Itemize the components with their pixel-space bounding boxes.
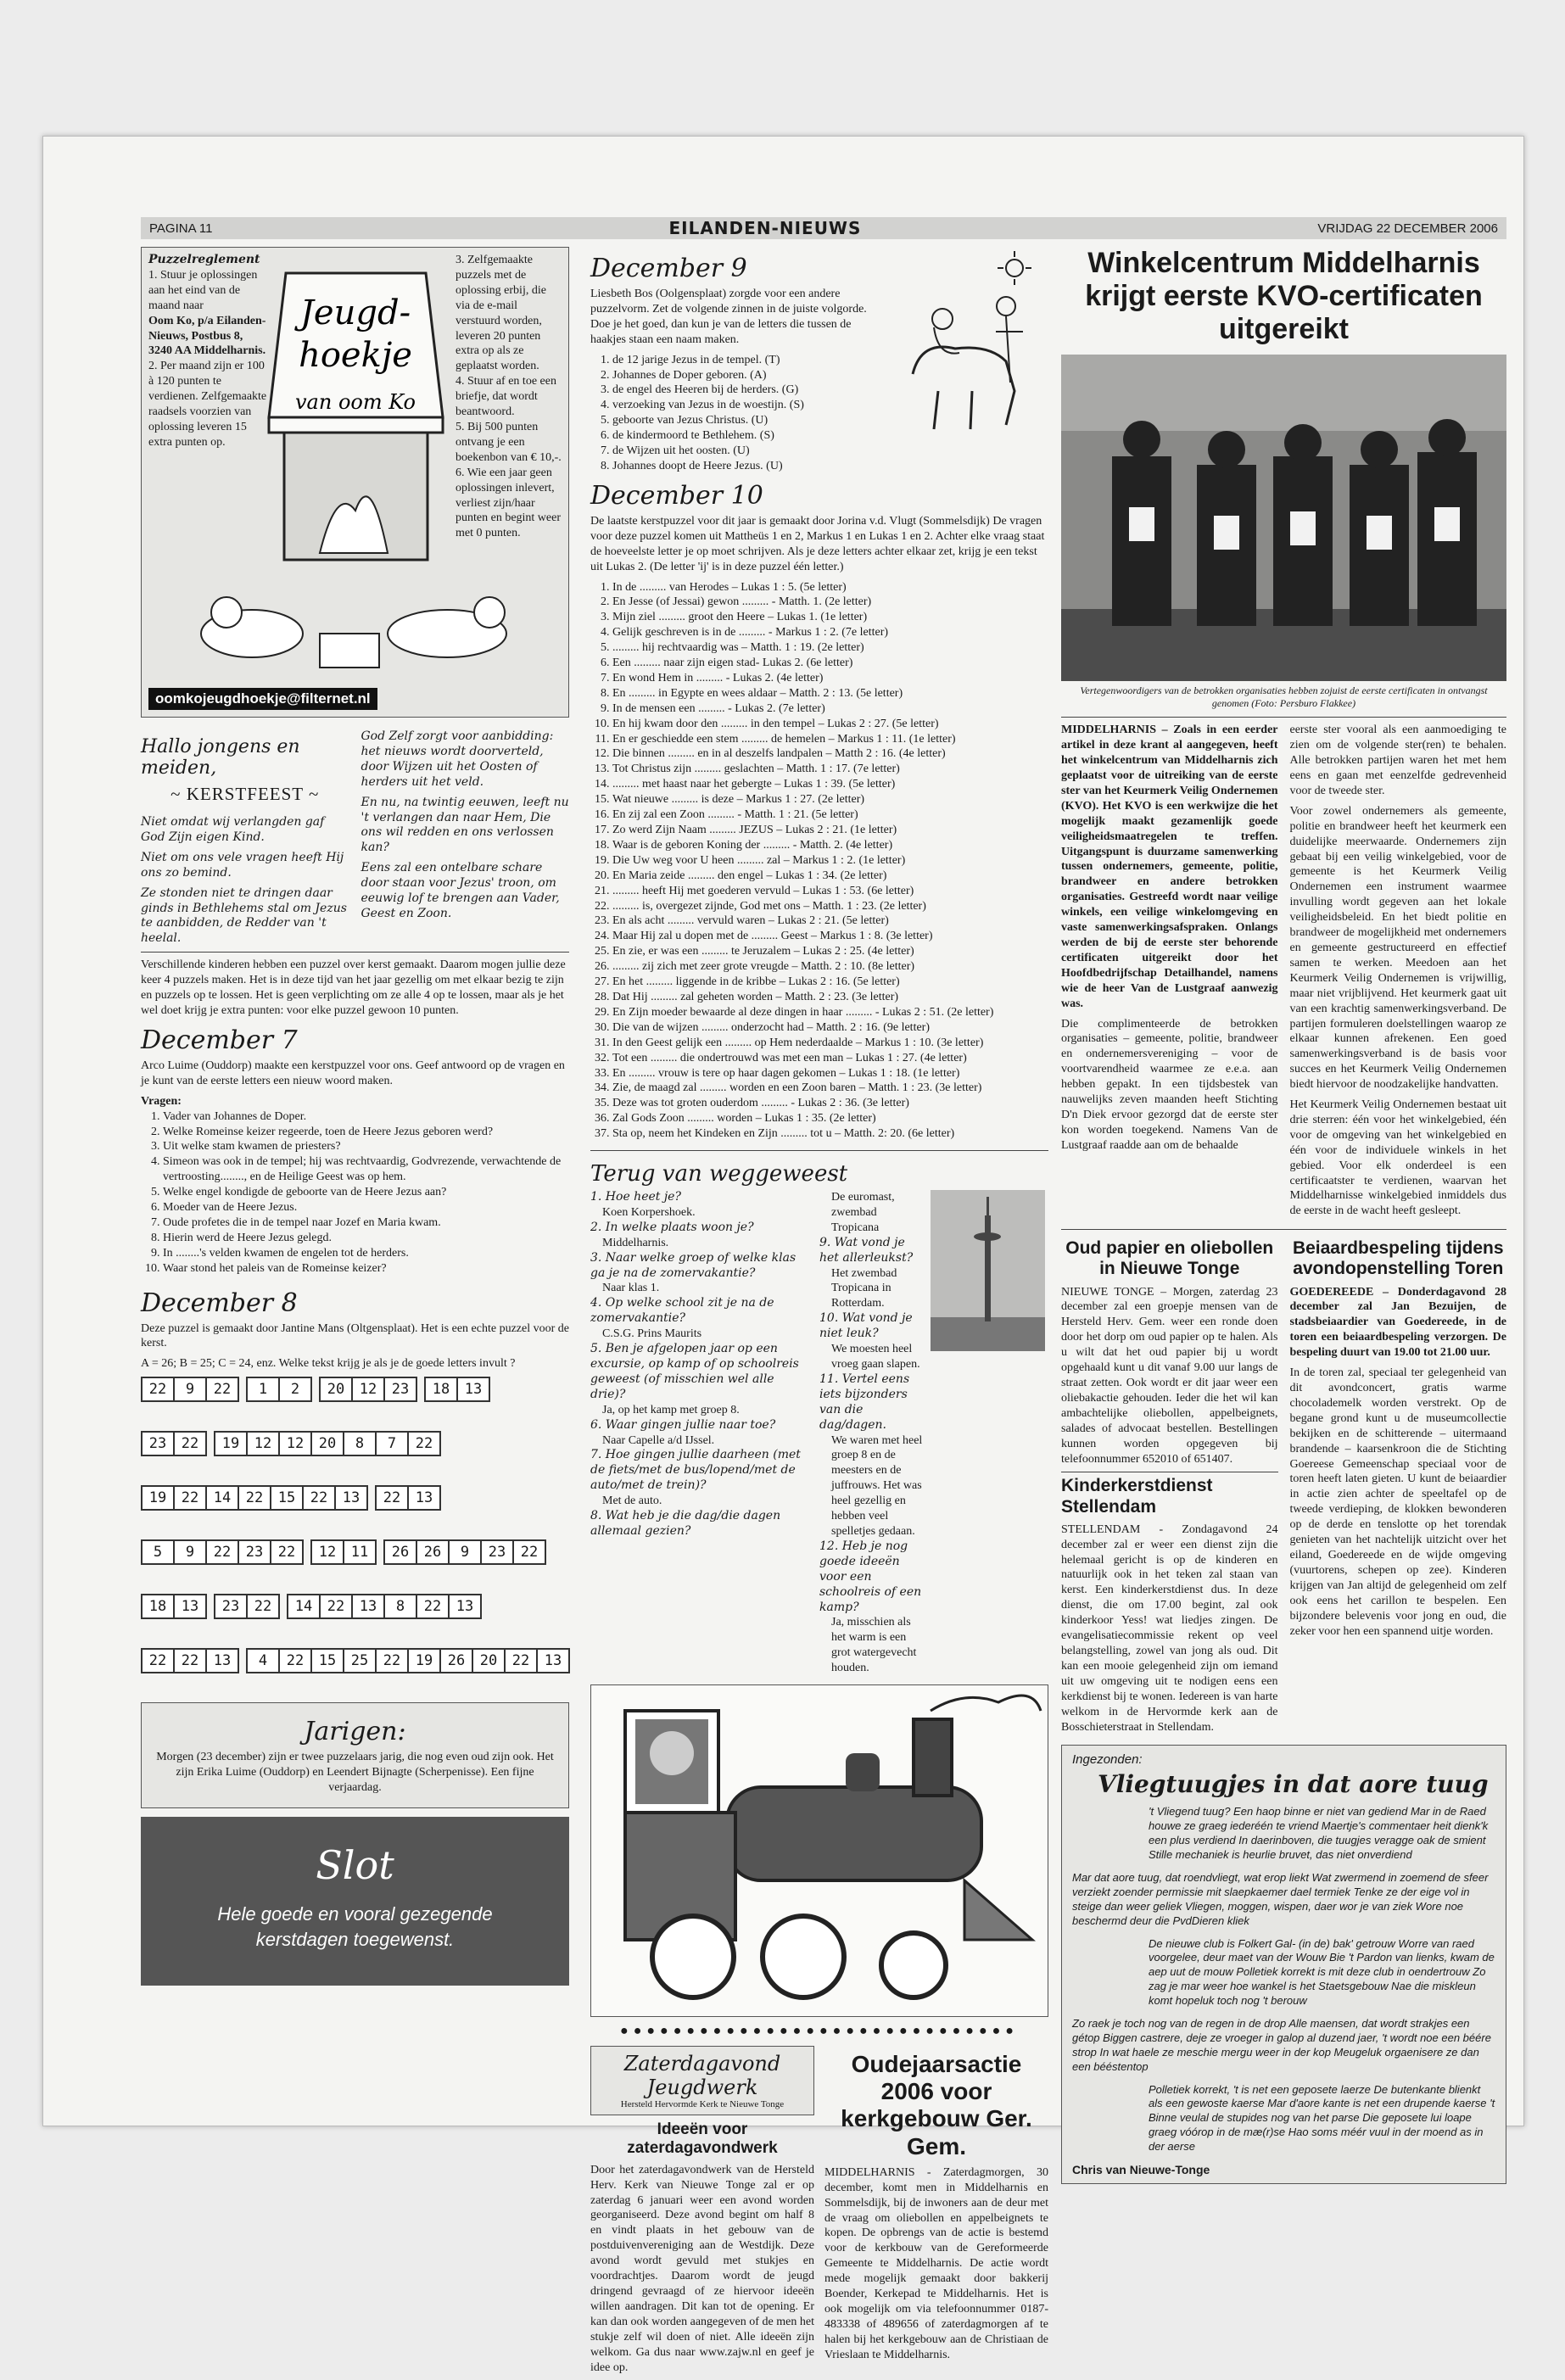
puzzle-cell[interactable]: 22 [173, 1485, 207, 1511]
puzzle-cell[interactable]: 19 [214, 1431, 248, 1456]
flight-to-egypt-illustration [887, 247, 1048, 459]
ingezonden-label: Ingezonden: [1072, 1752, 1143, 1768]
puzzle-cell[interactable]: 18 [424, 1377, 458, 1402]
list-item: 17. Zo werd Zijn Naam ......... JEZUS – Lukas 2 : 21. (1e letter) [612, 823, 1048, 838]
list-item: 1. Vader van Johannes de Doper. [163, 1109, 569, 1125]
puzzle-cell[interactable]: 20 [472, 1648, 506, 1673]
list-item: 15. Wat nieuwe ......... is deze – Markus 1 : 27. (2e letter) [612, 792, 1048, 807]
list-item: 34. Zie, de maagd zal ......... worden en een Zoon baren – Matth. 1 : 23. (3e letter) [612, 1081, 1048, 1096]
dec10-title: December 10 [590, 480, 763, 511]
dec7-label: Vragen: [141, 1094, 182, 1108]
list-item: 6. de kindermoord te Bethlehem. (S) [612, 428, 879, 444]
puzzle-cell[interactable]: 22 [375, 1648, 409, 1673]
beiaard-text2: In de toren zal, speciaal ter gelegenheid van dit avondconcert, gratis warme chocolademelk worden verstrekt. Op de begane grond kunt u de museumcollectie bekijken en de schitterende – uitermaand brandende – kaarsenkroon die de Stichting Goereese Gemeenschap speciaal voor de toren heeft laten gieten. U kunt de beiaardier in actie zien achter de speeltafel op de tweede verdieping, de klokken bewonderen op de derde en tenslotte op het torendak genieten van het nachtelijk uitzicht over het eiland, Goedereede en de wijde omgeving (vuurtorens, schepen op zee). Kinderen krijgen van Jan altijd de gelegenheid om zelf ook eens het carillon te bespelen. Een bijzondere belevenis voor jong en oud, die zeker voor hen een spannend uitje worden. [1289, 1366, 1506, 1638]
list-item: 28. Dat Hij ......... zal geheten worden – Matth. 2 : 23. (3e letter) [612, 990, 1048, 1005]
puzzle-cell[interactable]: 5 [141, 1539, 175, 1565]
winkel-p2: Die complimenteerde de betrokken organisaties – gemeente, politie, brandweer en ondernemersvereniging – voor de voortvarendheid waarmee ze e.e.a. aan hebben gepakt. In een tijdsbestek van nauwelijks zeven maanden heeft Stichting D'n Diek ervoor gezorgd dat de eerste ster kon worden toegekend. Namens Van de Lustgraaf raadde aan om de behaalde [1061, 1017, 1278, 1152]
list-item: 2. Welke Romeinse keizer regeerde, toen de Heere Jezus geboren werd? [163, 1125, 569, 1140]
puzzle-cell[interactable]: 23 [214, 1594, 248, 1619]
puzzle-cell[interactable]: 13 [351, 1594, 385, 1619]
puzzle-cell[interactable]: 2 [278, 1377, 312, 1402]
list-item: 32. Tot een ......... die ondertrouwd was met een man – Lukas 1 : 27. (4e letter) [612, 1051, 1048, 1066]
slot-box [141, 1817, 569, 1986]
rules-left [148, 253, 267, 450]
interview-answer: Het zwembad Tropicana in Rotterdam. [831, 1266, 897, 1310]
list-item: 8. Hierin werd de Heere Jezus gelegd. [163, 1231, 569, 1246]
rule-5: 5. Bij 500 punten ontvang je een boekenbon van € 10,-. [456, 420, 562, 464]
dec8-puzzle-grid[interactable] [141, 1377, 569, 1673]
interview-answer: Naar Capelle a/d IJssel. [602, 1433, 715, 1447]
list-item: 27. En het ......... liggende in de kribbe – Lukas 2 : 16. (5e letter) [612, 975, 1048, 990]
list-item: 12. Die binnen ......... en in al deszelfs landpalen – Matth 2 : 16. (4e letter) [612, 746, 1048, 762]
puzzle-row [141, 1485, 569, 1511]
list-item: 36. Zal Gods Zoon ......... worden – Lukas 1 : 35. (2e letter) [612, 1111, 1048, 1126]
list-item: 30. Die van de wijzen ......... onderzocht had – Matth. 2 : 16. (9e letter) [612, 1020, 1048, 1036]
rules-address: Oom Ko, p/a Eilanden-Nieuws, Postbus 8, 3240 AA Middelharnis. [148, 314, 266, 358]
puzzle-cell[interactable]: 22 [375, 1485, 409, 1511]
dec7-title: December 7 [141, 1025, 298, 1055]
puzzle-word [141, 1648, 238, 1673]
puzzle-cell[interactable]: 26 [383, 1539, 417, 1565]
list-item: 4. Gelijk geschreven is in de ......... - Markus 1 : 2. (7e letter) [612, 625, 1048, 640]
winkel-lead: MIDDELHARNIS – Zoals in een eerder artikel in deze krant al aangegeven, heeft het winkelcentrum van Middelharnis zich geplaatst voor de uitreiking van de eerste ster van het Keurmerk Veilig Ondernemen (KVO). Het KVO is een werkwijze die het mogelijk maakt gezamenlijk goede veiligheidsmaatregelen te treffen. Uitgangspunt is duurzame samenwerking tussen ondernemers, gemeente, politie, brandweer en andere betrokken organisaties. Gestreefd wordt naar veilige winkels, een veilige winkelomgeving en vaste samenwerkingsafspraken. Onlangs werden de bij de eerste ster behorende certificaten uitgereikt door het Hoofdbedrijfschap Detailhandel, namens wie de heer Van de Lustgraaf aanwezig was. [1061, 723, 1278, 1010]
beiaard-heading: Beiaardbespeling tijdens avondopenstelling Toren [1292, 1238, 1504, 1279]
winkel-article [1061, 717, 1506, 1224]
terug-block [590, 1150, 1048, 1676]
photo-caption: Vertegenwoordigers van de betrokken organisaties hebben zojuist de eerste certificaten in ontvangst genomen (Foto: Persburo Flakkee) [1080, 684, 1488, 710]
puzzle-cell[interactable]: 4 [246, 1648, 280, 1673]
short-news [1061, 1229, 1506, 1740]
puzzle-cell[interactable]: 9 [448, 1539, 482, 1565]
puzzle-cell[interactable]: 22 [319, 1594, 353, 1619]
interview-answer: C.S.G. Prins Maurits [602, 1327, 702, 1341]
list-item: 16. En zij zal een Zoon ......... - Matth. 1 : 21. (5e letter) [612, 807, 1048, 823]
list-item: 21. ......... heeft Hij met goederen vervuld – Lukas 1 : 53. (6e letter) [612, 884, 1048, 899]
puzzle-cell[interactable]: 12 [246, 1431, 280, 1456]
list-item: 7. En wond Hem in ......... - Lukas 2. (4e letter) [612, 671, 1048, 686]
winkel-p3: eerste ster vooral als een aanmoediging te zien om de volgende ster(ren) te behalen. Alle betrokken partijen waren het met hem eens en gaan met eenzelfde gedrevenheid voor de tweede ster. [1289, 723, 1506, 797]
poem-left-2: Niet om ons vele vragen heeft Hij ons zo bemind. [141, 850, 344, 880]
newspaper-sheet [42, 136, 1524, 2374]
puzzle-cell[interactable]: 13 [456, 1377, 490, 1402]
zaterdag-logo-text: Zaterdagavond Jeugdwerk [623, 2052, 781, 2100]
interview-answer: Met de auto. [602, 1494, 662, 1508]
puzzle-cell[interactable]: 9 [173, 1539, 207, 1565]
puzzle-cell[interactable]: 22 [205, 1539, 239, 1565]
list-item: 10. En hij kwam door den ......... in den tempel – Lukas 2 : 27. (5e letter) [612, 717, 1048, 732]
list-item: 1. de 12 jarige Jezus in de tempel. (T) [612, 353, 879, 368]
puzzle-cell[interactable]: 13 [536, 1648, 570, 1673]
logo-line2: hoekje [299, 336, 412, 375]
puzzle-cell[interactable]: 13 [205, 1648, 239, 1673]
list-item: 3. Uit welke stam kwamen de priesters? [163, 1139, 569, 1154]
puzzle-word [141, 1485, 366, 1511]
rule-3: 3. Zelfgemaakte puzzels met de oplossing erbij, die via de e-mail verstuurd worden, leveren 20 punten extra op als ze geplaatst worden. [456, 254, 546, 373]
list-item: 4. Simeon was ook in de tempel; hij was rechtvaardig, Godvrezende, verwachtende de vertroosting........, en de Heilige Geest was op hem. [163, 1154, 569, 1185]
list-item: 23. En als acht ......... vervuld waren – Lukas 2 : 21. (5e letter) [612, 913, 1048, 929]
list-item: 5. geboorte van Jezus Christus. (U) [612, 413, 879, 428]
locomotive-photo-box [590, 1684, 1048, 2017]
puzzle-cell[interactable]: 13 [407, 1485, 441, 1511]
zaterdag-logo-sub: Hersteld Hervormde Kerk te Nieuwe Tonge [620, 2099, 785, 2110]
puzzle-cell[interactable]: 11 [343, 1539, 377, 1565]
puzzle-cell[interactable]: 12 [310, 1539, 344, 1565]
poem-left-1: Niet omdat wij verlangden gaf God Zijn eigen Kind. [141, 815, 325, 844]
paper-title: EILANDEN-NIEUWS [668, 218, 862, 238]
list-item: 2. En Jesse (of Jessai) gewon ......... - Matth. 1. (2e letter) [612, 595, 1048, 610]
greeting: Hallo jongens en meiden, [141, 736, 300, 779]
list-item: 5. Welke engel kondigde de geboorte van de Heere Jezus aan? [163, 1185, 569, 1200]
puzzle-row [141, 1539, 569, 1565]
puzzle-cell[interactable]: 25 [343, 1648, 377, 1673]
oudpapier-heading: Oud papier en oliebollen in Nieuwe Tonge [1065, 1238, 1274, 1279]
ingezonden-title: Vliegtuugjes in dat aore tuug [1098, 1770, 1489, 1799]
beiaard-text: GOEDEREEDE – Donderdagavond 28 december zal Jan Bezuijen, de stadsbeiaardier van Goedereede, in de toren een beiaardbespeling verzorgen. De bespeling duurt van 19.00 tot 21.00 uur. [1289, 1285, 1506, 1360]
column-news [1061, 247, 1506, 2176]
list-item: 4. verzoeking van Jezus in de woestijn. (S) [612, 398, 879, 413]
interview-question: 7. Hoe gingen jullie daarheen (met de fiets/met de bus/lopend/met de auto/met de trein)? [590, 1448, 801, 1493]
puzzle-row [141, 1648, 569, 1673]
puzzle-cell[interactable]: 13 [334, 1485, 368, 1511]
ingezonden-author: Chris van Nieuwe-Tonge [1072, 2163, 1210, 2176]
puzzle-word [424, 1377, 489, 1402]
kerst-poem [141, 729, 569, 952]
list-item: 19. Die Uw weg voor U heen ......... zal – Markus 1 : 2. (1e letter) [612, 853, 1048, 869]
rules-title: Puzzelreglement [148, 253, 260, 266]
list-item: 13. Tot Christus zijn ......... geslachten – Matth. 1 : 17. (7e letter) [612, 762, 1048, 777]
masthead [141, 217, 1506, 239]
interview-answer: De euromast, zwembad Tropicana [831, 1191, 895, 1234]
puzzle-cell[interactable]: 23 [141, 1431, 175, 1456]
ingezonden-box [1061, 1745, 1506, 2184]
puzzle-cell[interactable]: 13 [173, 1594, 207, 1619]
puzzle-cell[interactable]: 22 [278, 1648, 312, 1673]
puzzle-cell[interactable]: 22 [141, 1648, 175, 1673]
puzzle-word [287, 1594, 480, 1619]
puzzle-cell[interactable]: 22 [238, 1485, 271, 1511]
puzzle-word [141, 1594, 205, 1619]
dec7-questions [141, 1109, 569, 1277]
poem-right-3: Eens zal een ontelbare schare door staan voor Jezus' troon, om eeuwig lof te brengen aan Vader, Geest en Zoon. [361, 861, 560, 920]
interview-answer: Naar klas 1. [602, 1282, 660, 1295]
puzzle-cell[interactable]: 22 [173, 1431, 207, 1456]
dec9-title: December 9 [590, 254, 747, 283]
list-item: 5. ......... hij rechtvaardig was – Matth. 1 : 19. (2e letter) [612, 640, 1048, 656]
puzzle-cell[interactable]: 22 [141, 1377, 175, 1402]
puzzle-word [214, 1594, 278, 1619]
poem-stanza: De nieuwe club is Folkert Gal- (in de) bak' getrouw Worre van raed voorgelee, deur maet van der Wouw Bie 't Pardon van lienks, kwam de aep uut de mouw Polletiek korrekt is mit deze club in oendertrouw Zo zag je mar weer hoe wankel is het Staetsgebouw Nae die miskleun komt hopeluk toch nog 't berouw [1149, 1936, 1495, 2008]
issue-date: VRIJDAG 22 DECEMBER 2006 [1317, 221, 1498, 236]
puzzle-cell[interactable]: 26 [439, 1648, 473, 1673]
puzzle-cell[interactable]: 22 [407, 1431, 441, 1456]
puzzle-row [141, 1594, 569, 1619]
puzzle-cell[interactable]: 19 [141, 1485, 175, 1511]
puzzle-cell[interactable]: 15 [310, 1648, 344, 1673]
puzzle-word [141, 1377, 238, 1402]
puzzle-cell[interactable]: 19 [407, 1648, 441, 1673]
locomotive-illustration [591, 1685, 1048, 2014]
interview-question: 11. Vertel eens iets bijzonders van die dag/dagen. [819, 1372, 910, 1432]
puzzle-word [141, 1431, 205, 1456]
logo-line3: van oom Ko [295, 390, 416, 414]
puzzle-cell[interactable]: 13 [448, 1594, 482, 1619]
list-item: 33. En ......... vrouw is tere op haar dagen gekomen – Lukas 1 : 18. (1e letter) [612, 1066, 1048, 1081]
terug-qa-right [819, 1190, 925, 1676]
oudpapier-text: NIEUWE TONGE – Morgen, zaterdag 23 december zal een groepje mensen van de Hersteld Herv. Gem. weer een ronde doen door het dorp om oud papier op te halen. Als u wilt dat het oud papier bij u wordt opgehaald kunt u dit vanaf 9.00 uur langs de straat zetten. Ook wordt er dit jaar weer een oliebakactie gehouden. Ieder die het wil kan ambachtelijke oliebollen, appelbeignets, salades of advocaat bestellen. Bestellingen kunnen worden opgegeven bij telefoonnummer 652010 of 651407. [1061, 1285, 1278, 1466]
jarigen-box [141, 1702, 569, 1808]
poem-left-3: Ze stonden niet te dringen daar ginds in Bethlehems stal om Jezus te aanbidden, de Redder van 't heelal. [141, 886, 347, 946]
kerstfeest-title: ~ KERSTFEEST ~ [170, 784, 320, 804]
puzzle-cell[interactable]: 20 [319, 1377, 353, 1402]
page-number: PAGINA 11 [149, 221, 213, 236]
puzzle-word [246, 1648, 568, 1673]
interview-answer: Ja, misschien als het warm is een grot watergevecht houden. [831, 1616, 917, 1675]
puzzle-word [383, 1539, 545, 1565]
interview-answer: Koen Korpershoek. [602, 1205, 696, 1219]
puzzle-cell[interactable]: 8 [383, 1594, 417, 1619]
email-bar[interactable]: oomkojeugdhoekje@filternet.nl [148, 688, 377, 710]
kinderkerst-heading: Kinderkerstdienst Stellendam [1061, 1472, 1278, 1517]
puzzle-cell[interactable]: 7 [375, 1431, 409, 1456]
list-item: 18. Waar is de geboren Koning der ......... - Matth. 2. (4e letter) [612, 838, 1048, 853]
puzzle-cell[interactable]: 1 [246, 1377, 280, 1402]
dec7-intro: Arco Luime (Ouddorp) maakte een kerstpuzzel voor ons. Geef antwoord op de vragen en je kunt van de eerste letters een nieuw woord maken. [141, 1059, 565, 1087]
ingezonden-poem [1072, 1805, 1495, 2154]
rule-1: 1. Stuur je oplossingen aan het eind van de maand naar [148, 268, 258, 312]
poem-stanza: Polletiek korrekt, 't is net een geposete laerze De butenkante blienkt als een gewoste kaerse Mar d'aore kante is net een drupende kaerse 't Binne veulal de stupides nog van het parse Die geposete lui loape graeg vóórop in de mæ(r)se Hao soms méér vuul in der moend as in der aerse [1149, 2082, 1495, 2154]
interview-question: 8. Wat heb je die dag/die dagen allemaal gezien? [590, 1509, 781, 1538]
puzzle-cell[interactable]: 26 [416, 1539, 450, 1565]
dot-divider: ●●●●●●●●●●●●●●●●●●●●●●●●●●●●●● [620, 2024, 1019, 2039]
puzzle-word [214, 1431, 439, 1456]
logo-line1: Jeugd- [299, 293, 411, 332]
dec9-block [590, 247, 1048, 474]
poem-stanza: 't Vliegend tuug? Een haop binne er niet van gediend Mar in de Raed houwe ze graeg iederéén te vriend Maertje's commentaer heit dienk'k een plus verdiend In daerinboven, die tuugjes veragge oak de smient Stille mechaniek is heurlie bruvet, das niet onverdiend [1149, 1805, 1489, 1862]
dec9-items [590, 353, 879, 474]
jeugdhoekje-box [141, 247, 569, 718]
puzzle-row [141, 1431, 569, 1456]
jarigen-text: Morgen (23 december) zijn er twee puzzelaars jarig, die nog even oud zijn ook. Het zijn Erika Luime (Ouddorp) en Leendert Bijnagte (Scherpenisse). Een fijne verjaardag. [156, 1751, 554, 1795]
list-item: 35. Deze was tot groten ouderdom ......... - Lukas 2 : 36. (3e letter) [612, 1096, 1048, 1111]
poem-right-2: En nu, na twintig eeuwen, leeft nu 't verlangen dan naar Hem, Die ons wil redden en ons verlossen kan? [361, 795, 569, 855]
list-item: 6. Een ......... naar zijn eigen stad- Lukas 2. (6e letter) [612, 656, 1048, 671]
puzzle-cell[interactable]: 22 [246, 1594, 280, 1619]
poem-stanza: Mar dat aore tuug, dat roendvliegt, wat erop liekt Wat zwermend in zoemend de sfeer verziekt zoender permissie mit slaepkaemer dael termiek Tenke ze der eige vol in steige dan weer geliek Vliegen, moggen, wispen, daer wor je van ziek Wore noe beschermd deur die PvdDieren kliek [1072, 1870, 1489, 1927]
list-item: 3. Mijn ziel ......... groot den Heere – Lukas 1. (1e letter) [612, 610, 1048, 625]
euromast-photo [931, 1190, 1045, 1351]
puzzle-cell[interactable]: 23 [383, 1377, 417, 1402]
zaterdag-text: Door het zaterdagavondwerk van de Hersteld Herv. Kerk van Nieuwe Tonge zal er op zaterdag 6 januari weer een avond worden georganiseerd. Deze avond begint om half 8 en vindt plaats in het gebouw van de postduivenvereniging aan de Westdijk. Deze avond wordt gevuld met stukjes en voordrachtjes. Daarom wordt de jeugd dringend gevraagd of ze hiervoor ideeën willen aandragen. Dit kan tot de opening. Er kan dan ook worden aangegeven of de men het stukje zelf wil doen of niet. Alle ideeën zijn welkom. Ga dus naar www.zajw.nl en geef je idee op. [590, 2163, 814, 2374]
interview-answer: We moesten heel vroeg gaan slapen. [831, 1343, 920, 1371]
interview-question: 9. Wat vond je het allerleukst? [819, 1235, 914, 1265]
rule-4: 4. Stuur af en toe een briefje, dat wordt beantwoord. [456, 375, 556, 419]
list-item: 8. Johannes doopt de Heere Jezus. (U) [612, 459, 879, 474]
column-jeugdhoekje [141, 247, 569, 2109]
interview-question: 2. In welke plaats woon je? [590, 1220, 754, 1234]
list-item: 20. En Maria zeide ......... den engel – Lukas 1 : 34. (2e letter) [612, 869, 1048, 884]
puzzle-cell[interactable]: 18 [141, 1594, 175, 1619]
puzzle-cell[interactable]: 15 [270, 1485, 304, 1511]
puzzle-word [319, 1377, 416, 1402]
list-item: 31. In den Geest gelijk een ......... op Hem nederdaalde – Markus 1 : 10. (3e letter) [612, 1036, 1048, 1051]
puzzle-cell[interactable]: 22 [416, 1594, 450, 1619]
list-item: 24. Maar Hij zal u dopen met de ......... Geest – Markus 1 : 8. (3e letter) [612, 929, 1048, 944]
puzzle-cell[interactable]: 22 [173, 1648, 207, 1673]
interview-question: 12. Heb je nog goede ideeën voor een schoolreis of een kamp? [819, 1539, 922, 1614]
interview-question: 5. Ben je afgelopen jaar op een excursie, op kamp of op schoolreis geweest (of misschien wel alle drie)? [590, 1342, 799, 1401]
puzzle-cell[interactable]: 23 [238, 1539, 271, 1565]
list-item: 9. In ........'s velden kwamen de engelen tot de herders. [163, 1246, 569, 1261]
group-photo [1061, 355, 1506, 681]
interview-answer: We waren met heel groep 8 en de meesters en de juffrouws. Het was heel gezellig en hebben veel spelletjes gedaan. [831, 1433, 923, 1538]
list-item: 8. En ......... in Egypte en wees aldaar – Matth. 2 : 13. (5e letter) [612, 686, 1048, 701]
list-item: 29. En Zijn moeder bewaarde al deze dingen in haar ......... - Lukas 2 : 51. (2e letter) [612, 1005, 1048, 1020]
puzzle-cell[interactable]: 23 [480, 1539, 514, 1565]
children-reading-illustration [193, 583, 515, 676]
dec9-intro: Liesbeth Bos (Oolgensplaat) zorgde voor een andere puzzelvorm. Zet de volgende zinnen in de juiste volgorde. Doe je het goed, dan kun je van de letters die tussen de haakjes staan een naam maken. [590, 288, 867, 346]
oudejaar-heading: Oudejaarsactie 2006 voor kerkgebouw Ger. Gem. [841, 2051, 1032, 2159]
puzzle-cell[interactable]: 22 [270, 1539, 304, 1565]
column-puzzles [590, 247, 1048, 2374]
rules-right [456, 253, 562, 541]
terug-title: Terug van weggeweest [590, 1161, 848, 1187]
list-item: 9. In de mensen een ......... - Lukas 2. (7e letter) [612, 701, 1048, 717]
kerst-intro: Verschillende kinderen hebben een puzzel over kerst gemaakt. Daarom mogen jullie deze keer 4 puzzels maken. Het is in deze tijd van het jaar gezellig om met elkaar bezig te zijn en puzzels op te lossen. Het is geen verplichting om ze alle 4 op te lossen, maar als je het wel doet krijg je extra punten: voor elke puzzel gewoon 10 punten. [141, 952, 569, 1019]
list-item: 26. ......... zij zich met zeer grote vreugde – Matth. 2 : 10. (8e letter) [612, 959, 1048, 975]
puzzle-row [141, 1377, 569, 1402]
slot-text: Hele goede en vooral gezegende kerstdagen toegewenst. [217, 1903, 493, 1950]
list-item: 6. Moeder van de Heere Jezus. [163, 1200, 569, 1215]
interview-answer: Middelharnis. [602, 1236, 669, 1249]
list-item: 7. de Wijzen uit het oosten. (U) [612, 444, 879, 459]
rule-2: 2. Per maand zijn er 100 à 120 punten te verdienen. Zelfgemaakte raadsels voorzien van oplossing leveren 15 extra punten op. [148, 360, 267, 449]
zaterdag-logo [590, 2046, 814, 2115]
oudejaar-text: MIDDELHARNIS - Zaterdagmorgen, 30 december, komt men in Middelharnis en Sommelsdijk, bij de inwoners aan de deur met de vraag om oliebollen en appelbeignets te kopen. De opbrengs van de actie is bestemd voor de kerkbouw van de Gereformeerde Gemeente te Middelharnis. De actie wordt mede mogelijk gemaakt door bakkerij Boender, Kerkepad te Middelharnis. Het is ook mogelijk om via telefoonnummer 0187-483338 of 489656 of zaterdagmorgen af te halen bij het kerkgebouw aan de Christiaan de Vrieslaan te Middelharnis. [824, 2165, 1048, 2361]
puzzle-word [246, 1377, 310, 1402]
puzzle-cell[interactable]: 20 [310, 1431, 344, 1456]
puzzle-cell[interactable]: 14 [287, 1594, 321, 1619]
puzzle-word [375, 1485, 439, 1511]
list-item: 25. En zie, er was een ......... te Jeruzalem – Lukas 2 : 25. (4e letter) [612, 944, 1048, 959]
fireplace-illustration [260, 256, 451, 578]
dec10-intro: De laatste kerstpuzzel voor dit jaar is gemaakt door Jorina v.d. Vlugt (Sommelsdijk) De vragen voor deze puzzel komen uit Mattheüs 1 en 2, Markus 1 en Lukas 1 en 2. Achter elke vraag staat de hoeveelste letter je op moet schrijven. Als je deze letters achter elkaar zet, krijg je een tekst uit Lukas 2. (De letter 'ij' is in deze puzzel één letter.) [590, 514, 1045, 573]
list-item: 1. In de ......... van Herodes – Lukas 1 : 5. (5e letter) [612, 580, 1048, 595]
dec8-title: December 8 [141, 1288, 298, 1318]
list-item: 22. ......... is, overgezet zijnde, God met ons – Matth. 1 : 23. (2e letter) [612, 899, 1048, 914]
puzzle-cell[interactable]: 12 [278, 1431, 312, 1456]
terug-qa-left [590, 1190, 811, 1676]
winkel-heading: Winkelcentrum Middelharnis krijgt eerste KVO-certificaten uitgereikt [1085, 247, 1483, 346]
kinderkerst-text: STELLENDAM - Zondagavond 24 december zal er weer een dienst zijn die helemaal gericht is op de kinderen en natuurlijk ook in het teken zal staan van kerst. Een kinderkerstdienst dus. In deze dienst, die om 17.00 begint, zal ook kinderkoor Yess! wat liedjes zingen. De evangelisatiecommissie rekent op veel belangstelling, zowel van jong als oud. Dit kan een mooie gelegenheid zijn om iemand uit uw omgeving uit te nodigen eens een kerkdienst bij te wonen. Iedereen is van harte welkom in de Hervormde kerk aan de Bosschieterstraat in Stellendam. [1061, 1522, 1278, 1734]
list-item: 3. de engel des Heeren bij de herders. (G) [612, 383, 879, 398]
interview-question: 10. Wat vond je niet leuk? [819, 1311, 913, 1341]
interview-question: 4. Op welke school zit je na de zomervakantie? [590, 1296, 774, 1326]
puzzle-cell[interactable]: 9 [173, 1377, 207, 1402]
winkel-p5: Het Keurmerk Veilig Ondernemen bestaat uit drie sterren: één voor het winkelgebied, één voor de omgeving van het winkelgebied en één voor de individuele winkels in het gebied. Voor elk onderdeel is een certificaatster te verdienen, waarvan het Middelharnisse winkelgebied inmiddels dus de eerste in de wacht heeft gesleept. [1289, 1098, 1506, 1218]
poem-right-1: God Zelf zorgt voor aanbidding: het nieuws wordt doorverteld, door Wijzen uit het Oosten of herders uit het veld. [361, 729, 554, 789]
puzzle-cell[interactable]: 22 [504, 1648, 538, 1673]
list-item: 11. En er geschiedde een stem ......... de hemelen – Markus 1 : 11. (1e letter) [612, 732, 1048, 747]
puzzle-word [310, 1539, 375, 1565]
list-item: 2. Johannes de Doper geboren. (A) [612, 368, 879, 383]
kvo-certificate-photo [1061, 355, 1506, 681]
list-item: 37. Sta op, neem het Kindeken en Zijn ......... tot u – Matth. 2: 20. (6e letter) [612, 1126, 1048, 1142]
jarigen-title: Jarigen: [304, 1717, 406, 1747]
dec10-items [590, 580, 1048, 1143]
list-item: 10. Waar stond het paleis van de Romeinse keizer? [163, 1261, 569, 1277]
slot-title: Slot [316, 1842, 394, 1888]
zaterdag-heading: Ideeën voor zaterdagavondwerk [627, 2120, 778, 2157]
list-item: 7. Oude profetes die in de tempel naar Jozef en Maria kwam. [163, 1215, 569, 1231]
rule-6: 6. Wie een jaar geen oplossingen inlevert, verliest zijn/haar punten en begint weer met 0 punten. [456, 466, 562, 540]
puzzle-cell[interactable]: 22 [512, 1539, 546, 1565]
list-item: 14. ......... met haast naar het gebergte – Lukas 1 : 39. (5e letter) [612, 777, 1048, 792]
puzzle-cell[interactable]: 22 [205, 1377, 239, 1402]
puzzle-cell[interactable]: 14 [205, 1485, 239, 1511]
interview-question: 3. Naar welke groep of welke klas ga je na de zomervakantie? [590, 1250, 796, 1280]
winkel-p4: Voor zowel ondernemers als gemeente, politie en brandweer heeft het keurmerk een duidelijke meerwaarde. Ondernemers zijn gebaat bij een veilig winkelgebied, voor de gemeente is het Keurmerk Veilig Ondernemen een instrument waarmee invulling wordt gegeven aan het lokale veiligheidsbeleid. En het biedt politie en brandweer de mogelijkheid met ondernemers en gemeente gestructureerd en effectief samen te werken. Meedoen aan het Keurmerk Veilig Ondernemen is vrijwillig, maar niet vrijblijvend. Het keurmerk gaat uit van een krachtig samenwerkingsverband. De partijen formuleren doelstellingen waarop ze elkaar kunnen afrekenen. Een goed samenwerkingsverband is de basis voor succes en het Keurmerk Veilig Ondernemen biedt hiervoor de noodzakelijke handvatten. [1289, 804, 1506, 1092]
interview-question: 6. Waar gingen jullie naar toe? [590, 1417, 776, 1432]
puzzle-cell[interactable]: 8 [343, 1431, 377, 1456]
dec8-key: A = 26; B = 25; C = 24, enz. Welke tekst krijg je als je de goede letters invult ? [141, 1357, 516, 1371]
dec8-intro: Deze puzzel is gemaakt door Jantine Mans (Oltgensplaat). Het is een echte puzzel voor de kerst. [141, 1321, 569, 1350]
puzzle-cell[interactable]: 12 [351, 1377, 385, 1402]
bottom-notices [590, 2046, 1048, 2380]
puzzle-word [141, 1539, 302, 1565]
interview-answer: Ja, op het kamp met groep 8. [602, 1403, 740, 1416]
interview-question: 1. Hoe heet je? [590, 1190, 681, 1204]
poem-stanza: Zo raek je toch nog van de regen in de drop Alle maensen, dat wordt strakjes een gétop Biggen castrere, deje ze vroeger in galop al duzend jaer, 't wordt noe een béére strop In wat haele ze meschie mergu weer in der kop Meugeluk orgaenisere ze dan een bééstentop [1072, 2016, 1491, 2073]
puzzle-cell[interactable]: 22 [302, 1485, 336, 1511]
